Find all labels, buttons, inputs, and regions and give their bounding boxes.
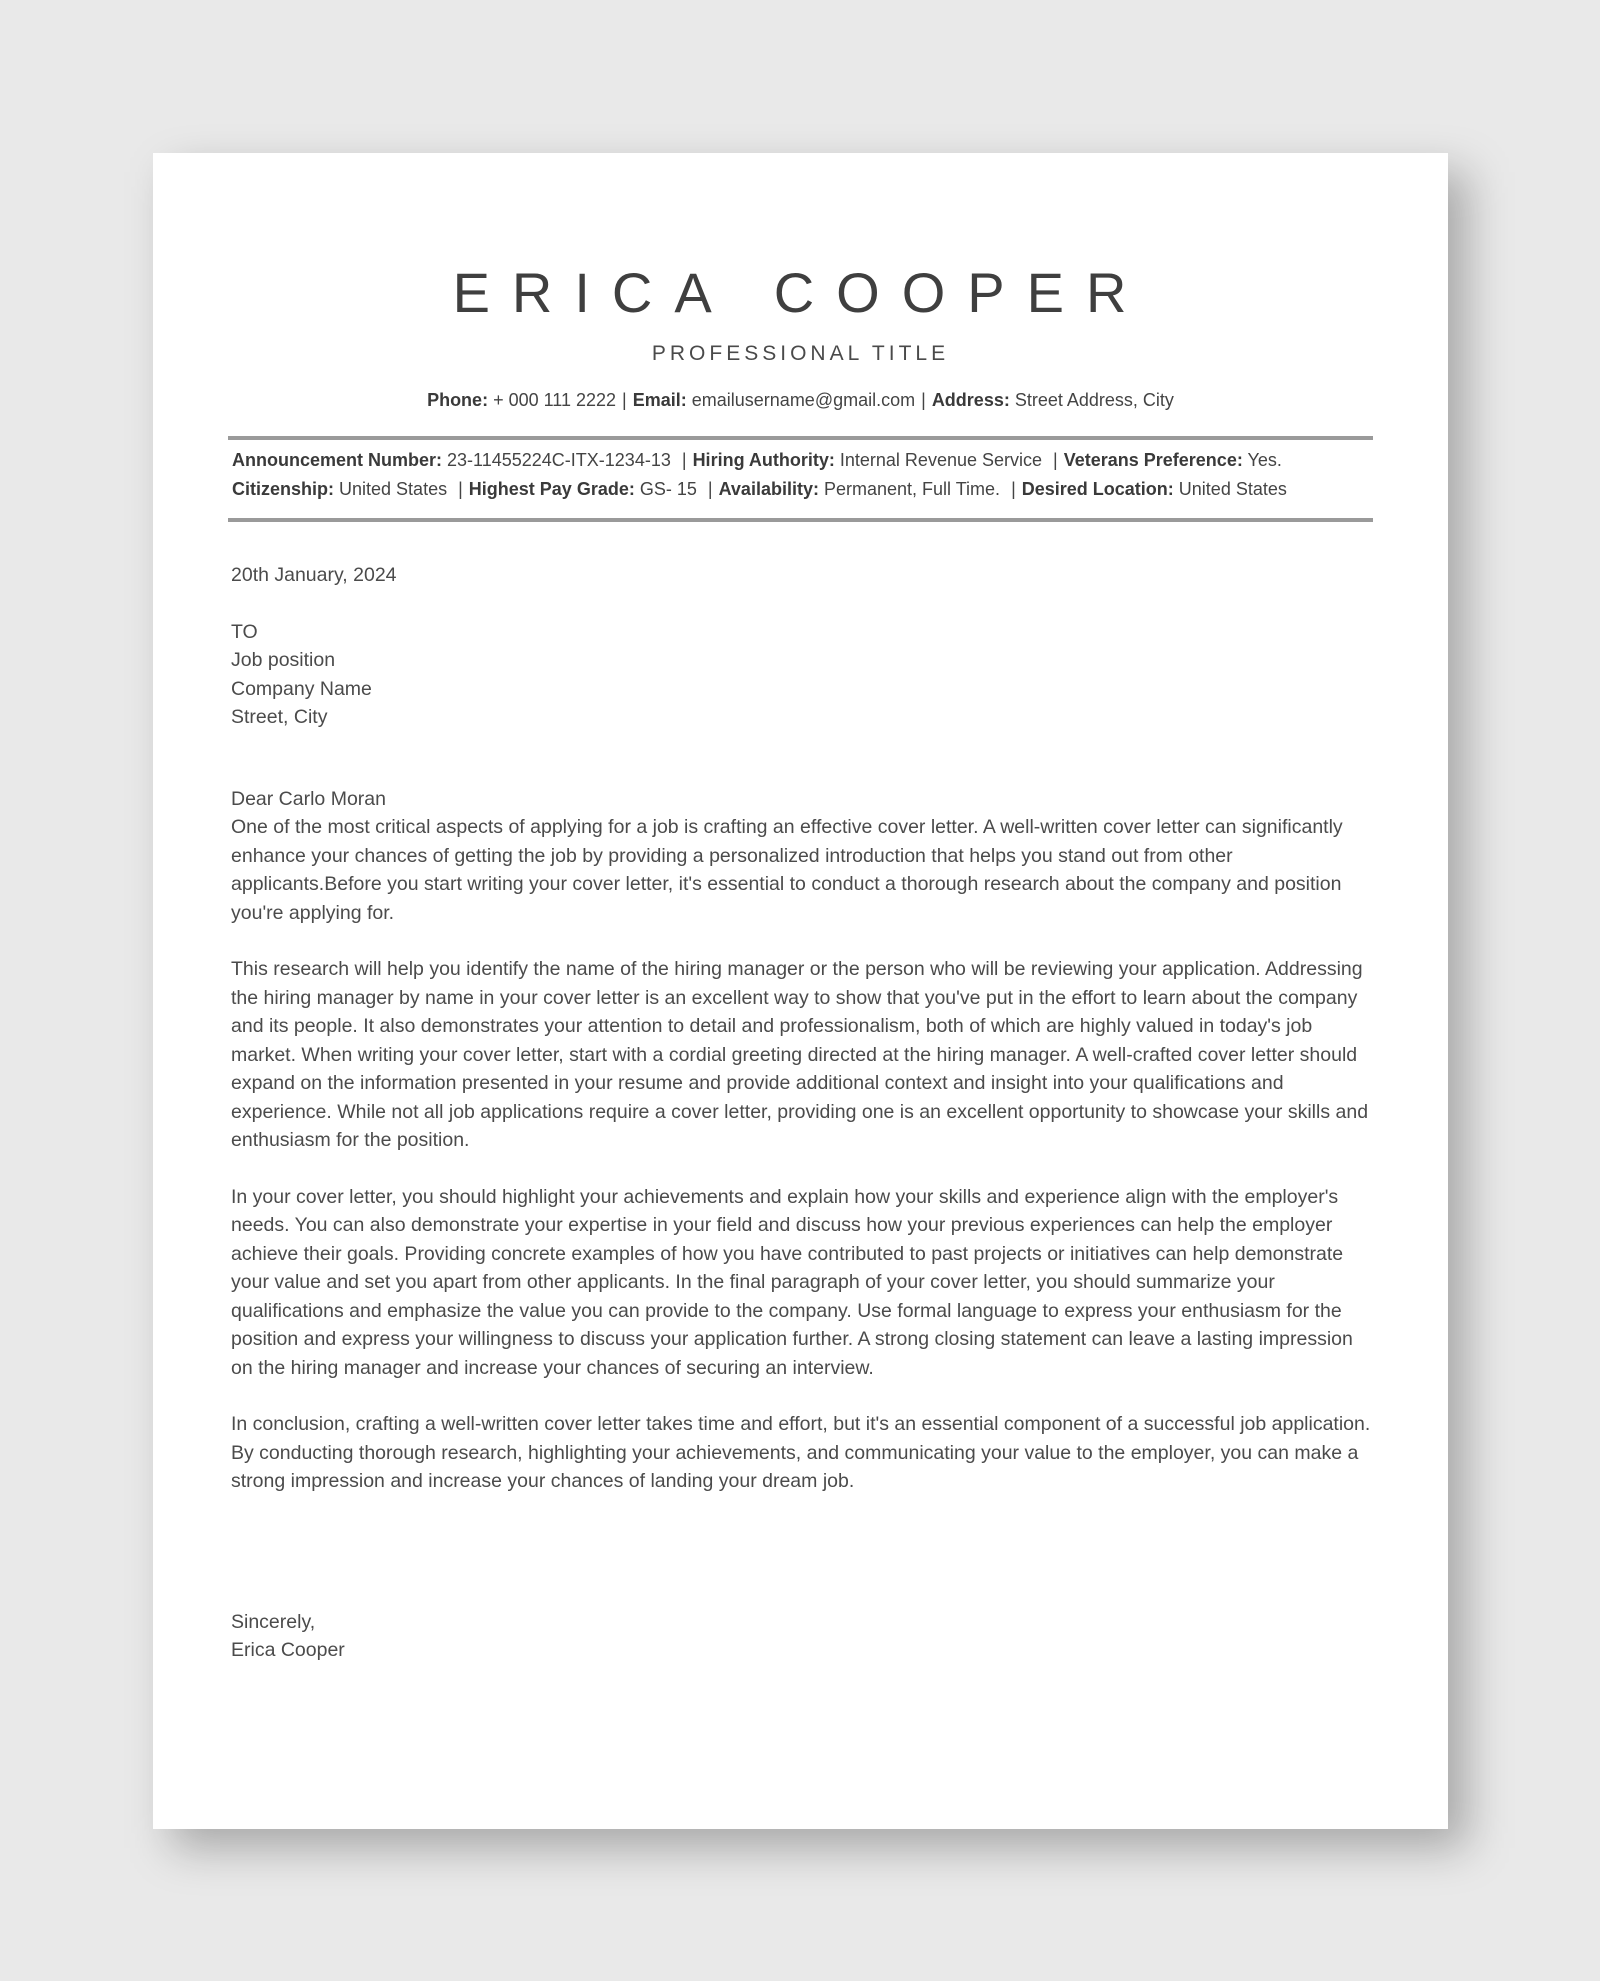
letter-body bbox=[231, 561, 1376, 1665]
citizenship-value: United States bbox=[339, 479, 448, 499]
announcement-label: Announcement Number: bbox=[232, 450, 443, 470]
separator: | bbox=[622, 390, 627, 410]
paragraph-1: One of the most critical aspects of applying for a job is crafting an effective cover letter. A well-written cover letter can significantly enhance your chances of getting the job by providing a personalized introduction that helps you stand out from other applicants.Before you start writing your cover letter, it's essential to conduct a thorough research about the company and position you're applying for. bbox=[231, 816, 1343, 924]
paragraph-4: In conclusion, crafting a well-written cover letter takes time and effort, but it's an essential component of a successful job application. By conducting thorough research, highlighting your achievements, and communicating your value to the employer, you can make a strong impression and increase your chances of landing your dream job. bbox=[231, 1413, 1371, 1492]
cover-letter-page bbox=[153, 153, 1448, 1829]
paragraph-3: In your cover letter, you should highlight your achievements and explain how your skills and experience align with the employer's needs. You can also demonstrate your expertise in your field and discuss how your previous experiences can help the employer achieve their goals. Providing concrete examples of how you have contributed to past projects or initiatives can help demonstrate your value and set you apart from other applicants. In the final paragraph of your cover letter, you should summarize your qualifications and emphasize the value you can provide to the company. Use formal language to express your enthusiasm for the position and express your willingness to discuss your application further. A strong closing statement can leave a lasting impression on the hiring manager and increase your chances of securing an interview. bbox=[231, 1185, 1353, 1379]
address-label: Address: bbox=[931, 390, 1010, 410]
recipient-street: Street, City bbox=[231, 706, 328, 728]
name-first: ERICA bbox=[452, 261, 734, 324]
divider-bottom bbox=[228, 518, 1373, 522]
professional-title: PROFESSIONAL TITLE bbox=[651, 342, 950, 365]
separator: | bbox=[1011, 479, 1016, 499]
signature: Erica Cooper bbox=[231, 1639, 345, 1661]
job-info-row-1 bbox=[232, 446, 1372, 475]
desired-location-value: United States bbox=[1178, 479, 1287, 499]
phone-label: Phone: bbox=[427, 390, 489, 410]
job-info-row-2 bbox=[232, 475, 1372, 504]
recipient-block bbox=[231, 618, 1376, 732]
pay-grade-label: Highest Pay Grade: bbox=[468, 479, 635, 499]
veterans-preference-label: Veterans Preference: bbox=[1063, 450, 1243, 470]
hiring-authority-value: Internal Revenue Service bbox=[839, 450, 1043, 470]
pay-grade-value: GS- 15 bbox=[639, 479, 697, 499]
letter-date: 20th January, 2024 bbox=[231, 564, 397, 586]
separator: | bbox=[681, 450, 687, 470]
separator: | bbox=[707, 479, 713, 499]
job-info-block bbox=[232, 446, 1372, 504]
email-label: Email: bbox=[632, 390, 687, 410]
divider-top bbox=[228, 436, 1373, 440]
announcement-value: 23-11455224C-ITX-1234-13 bbox=[447, 450, 671, 470]
separator: | bbox=[1053, 450, 1058, 470]
recipient-to: TO bbox=[231, 620, 258, 643]
citizenship-label: Citizenship: bbox=[232, 479, 334, 499]
email-value: emailusername@gmail.com bbox=[691, 390, 916, 410]
name-last: COOPER bbox=[773, 261, 1149, 324]
desired-location-label: Desired Location: bbox=[1021, 479, 1174, 499]
paragraph-2: This research will help you identify the name of the hiring manager or the person who will be reviewing your application. Addressing the hiring manager by name in your cover letter is an excellent way to show that you've put in the effort to learn about the company and its people. It also demonstrates your attention to detail and professionalism, both of which are highly valued in today's job market. When writing your cover letter, start with a cordial greeting directed at the hiring manager. A well-crafted cover letter should expand on the information presented in your resume and provide additional context and insight into your qualifications and experience. While not all job applications require a cover letter, providing one is an excellent opportunity to showcase your skills and enthusiasm for the position. bbox=[231, 958, 1369, 1151]
address-value: Street Address, City bbox=[1014, 390, 1174, 410]
veterans-preference-value: Yes. bbox=[1247, 450, 1282, 470]
recipient-company: Company Name bbox=[231, 677, 372, 700]
hiring-authority-label: Hiring Authority: bbox=[692, 450, 835, 470]
closing: Sincerely, bbox=[231, 1610, 316, 1633]
contact-line bbox=[228, 385, 1373, 415]
availability-value: Permanent, Full Time. bbox=[823, 479, 1001, 499]
applicant-name bbox=[228, 258, 1373, 328]
separator: | bbox=[458, 479, 463, 499]
recipient-position: Job position bbox=[231, 649, 336, 671]
separator: | bbox=[921, 390, 926, 410]
phone-value: + 000 111 2222 bbox=[493, 390, 617, 410]
salutation: Dear Carlo Moran bbox=[231, 787, 386, 810]
availability-label: Availability: bbox=[718, 479, 819, 499]
